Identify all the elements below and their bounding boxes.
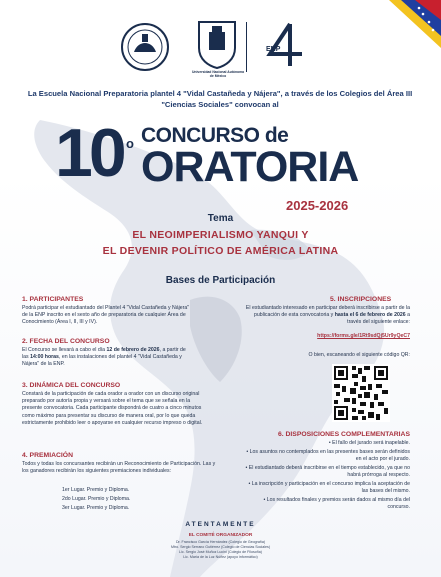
theme-line-2: EL DEVENIR POLÍTICO DE AMÉRICA LATINA xyxy=(102,245,339,257)
section-fecha-title: 2. FECHA DEL CONCURSO xyxy=(22,338,110,345)
title-years: 2025-2026 xyxy=(286,198,349,213)
qr-instruction: O bien, escaneando el siguiente código QR: xyxy=(308,352,410,358)
section-premiacion-body: Todos y todas los concursantes recibirán un Reconocimiento de Participación. Las y los ganadores recibirán los siguientes premiaciones individuales: xyxy=(22,461,216,475)
committee-name: Lic. María de la Luz Núñez (apoyo informático) xyxy=(183,555,258,559)
section-fecha-body: El Concurso se llevará a cabo el día 12 de febrero de 2026, a partir de las 14:00 horas, en las instalaciones del plantel 4 "Vidal Castañeda y Nájera" de la ENP. xyxy=(22,347,186,368)
section-participantes-body: Podrá participar el estudiantado del Plantel 4 "Vidal Castañeda y Nájera" de la ENP inscrito en el sexto año de preparatoria de cualquier Área de Conocimiento (Área I, II, III y IV). xyxy=(22,305,190,326)
section-disposiciones-title: 6. DISPOSICIONES COMPLEMENTARIAS xyxy=(277,431,410,438)
registration-link[interactable]: https://forms.gle/1Rt9sdQj5Ur9yQeC7 xyxy=(317,333,410,339)
qr-code-icon[interactable] xyxy=(332,364,390,422)
unam-seal-icon xyxy=(120,22,170,72)
fecha-time: 14:00 horas xyxy=(30,354,59,361)
disposicion-3: • El estudiantado deberá inscribirse en el tiempo establecido, ya que no habrá prórroga al respecto. xyxy=(245,465,410,479)
disposicion-2: • Los asuntos no contemplados en las presentes bases serán definidos en el acto por el jurado. xyxy=(246,449,410,463)
committee-name: Mtro. Sergio Serrano Gutiérrez (Colegio de Ciencias Sociales) xyxy=(170,545,271,549)
title-concurso: CONCURSO de xyxy=(141,124,289,147)
unam-caption: Universidad Nacional Autónoma de México xyxy=(191,70,245,78)
fecha-date: 12 de febrero de 2026 xyxy=(106,347,160,353)
enp-logo-text: ENP xyxy=(266,46,281,53)
theme-line-1: EL NEOIMPERIALISMO YANQUI Y xyxy=(132,229,309,241)
section-inscripciones-body: El estudiantado interesado en participar deberá inscribirse a partir de la publicación de esta convocatoria y hasta el 6 de febrero de 2026 a través del siguiente enlace: xyxy=(245,305,410,326)
inscripciones-deadline: hasta el 6 de febrero de 2026 xyxy=(334,312,406,319)
comite-organizador: EL COMITÉ ORGANIZADOR xyxy=(188,533,253,538)
edition-number: 10 xyxy=(55,115,123,191)
committee-name: Lic. Sergio José Muñoz Lucini (Colegio de Filosofía) xyxy=(179,550,262,554)
section-inscripciones-title: 5. INSCRIPCIONES xyxy=(330,296,392,303)
title-oratoria: ORATORIA xyxy=(141,143,359,191)
flag-icon xyxy=(389,0,441,48)
prize-3: 3er Lugar. Premio y Diploma. xyxy=(62,505,130,511)
atentamente: ATENTAMENTE xyxy=(185,521,256,528)
disposicion-1: • El fallo del jurado será inapelable. xyxy=(328,440,410,446)
section-premiacion-title: 4. PREMIACIÓN xyxy=(22,452,73,459)
edition-ordinal: o xyxy=(126,136,134,151)
section-dinamica-body: Constará de la participación de cada orador a orador con un discurso original preparado por autoría propia y versará sobre el tema que se señala en la presente convocatoria. Cada participante dispondrá de cuatro a cinco minutos como máximo para presentar su discurso de manera oral, por lo que queda estrictamente prohibido leer o apoyarse en cualquier recurso impreso o digital. xyxy=(22,391,203,426)
section-dinamica-title: 3. DINÁMICA DEL CONCURSO xyxy=(22,382,121,389)
disposicion-5: • Los resultados finales y premios serán dados al mismo día del concurso. xyxy=(263,497,410,511)
committee-name: Dr. Francisco García Hernández (Colegio de Geografía) xyxy=(175,540,266,544)
disposicion-4: • La inscripción y participación en el concurso implica la aceptación de las bases del mismo. xyxy=(248,481,410,495)
prize-2: 2do Lugar. Premio y Diploma. xyxy=(62,496,131,502)
enp-seal-icon xyxy=(195,18,239,70)
tema-label: Tema xyxy=(207,213,234,224)
intro-text: La Escuela Nacional Preparatoria plantel 4 "Vidal Castañeda y Nájera", a través de los Colegios del Área III "Ciencias Sociales" convocan al xyxy=(27,89,413,109)
committee-names xyxy=(0,540,441,560)
prize-1: 1er Lugar. Premio y Diploma. xyxy=(62,487,130,493)
header-divider xyxy=(246,22,247,72)
section-participantes-title: 1. PARTICIPANTES xyxy=(22,296,84,303)
bases-title: Bases de Participación xyxy=(165,275,276,286)
